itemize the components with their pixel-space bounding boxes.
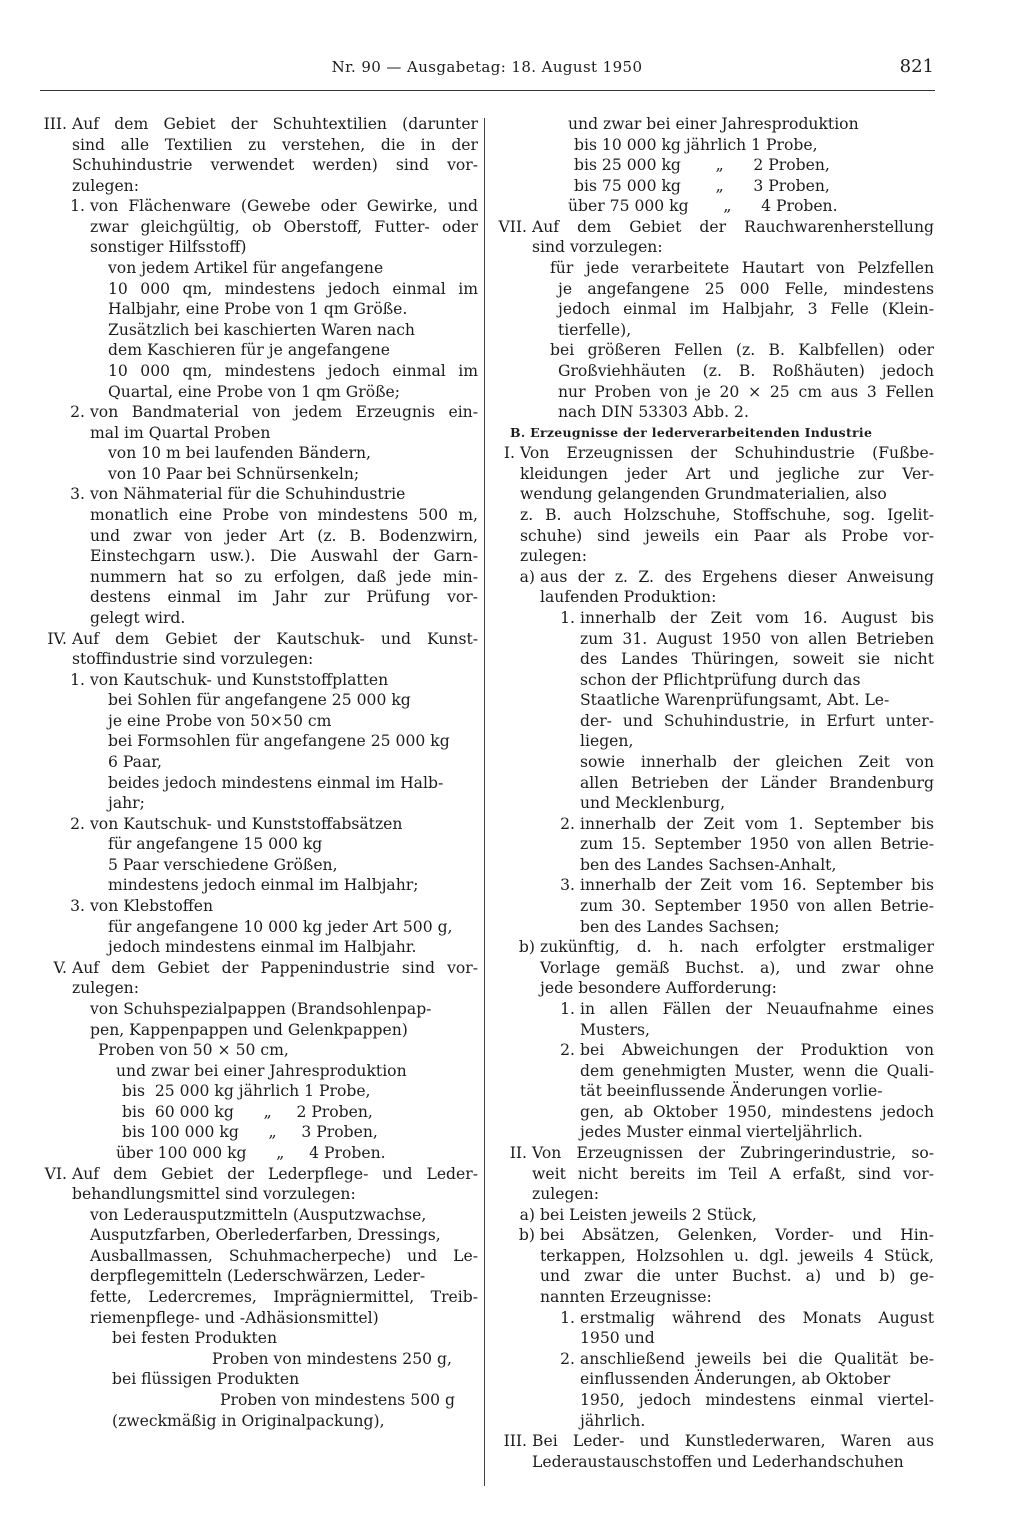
- item-number: V.: [53, 958, 67, 977]
- line-text: von Schuhspezialpappen (Brandsohlenpap-: [90, 999, 432, 1018]
- text-line: [558, 402, 934, 422]
- text-line: [568, 114, 934, 134]
- text-line: [90, 1287, 478, 1307]
- text-line: [122, 1102, 478, 1122]
- item-number: 1.: [560, 1308, 575, 1327]
- line-text: zulegen:: [532, 1185, 599, 1204]
- text-line: [518, 1225, 934, 1245]
- text-line: [43, 114, 478, 134]
- text-line: [560, 814, 934, 834]
- line-text: zwar gleichgültig, ob Oberstoff, Futter- oder: [90, 217, 478, 236]
- line-text: 10 000 qm, mindestens jedoch einmal im: [108, 361, 478, 380]
- text-line: [90, 1205, 478, 1225]
- text-line: [72, 135, 478, 155]
- text-line: [90, 505, 478, 525]
- line-text: sind vorzulegen:: [532, 238, 663, 257]
- line-text: bis 60 000 kg „ 2 Proben,: [122, 1102, 373, 1121]
- line-text: bei flüssigen Produkten: [112, 1370, 300, 1389]
- line-text: über 75 000 kg „ 4 Proben.: [568, 197, 838, 216]
- text-line: [520, 526, 934, 546]
- text-line: [212, 1349, 478, 1369]
- line-text: Auf dem Gebiet der Pappenindustrie sind vor-: [72, 958, 478, 977]
- text-line: [108, 937, 478, 957]
- text-line: [108, 361, 478, 381]
- item-number: 2.: [70, 403, 85, 422]
- line-text: dem genehmigten Muster, wenn die Quali-: [580, 1061, 934, 1080]
- line-text: jedoch einmal im Halbjahr, 3 Felle (Klein-: [558, 300, 934, 319]
- line-text: Zusätzlich bei kaschierten Waren nach: [108, 320, 415, 339]
- line-text: bei größeren Fellen (z. B. Kalbfellen) oder: [550, 341, 934, 360]
- line-text: Musters,: [580, 1020, 650, 1039]
- line-text: je angefangene 25 000 Felle, mindestens: [558, 279, 934, 298]
- section-heading: [510, 423, 934, 443]
- text-line: [498, 217, 934, 237]
- line-text: Schuhindustrie verwendet werden) sind vor-: [72, 156, 478, 175]
- line-text: pen, Kappenpappen und Gelenkpappen): [90, 1020, 408, 1039]
- text-line: [580, 649, 934, 669]
- text-line: [90, 1246, 478, 1266]
- line-text: schon der Pflichtprüfung durch das: [580, 670, 861, 689]
- header-rule: [40, 90, 935, 91]
- line-text: für angefangene 15 000 kg: [108, 835, 323, 854]
- line-text: beides jedoch mindestens einmal im Halb-: [108, 773, 444, 792]
- text-line: [503, 1431, 934, 1451]
- text-line: [580, 1411, 934, 1431]
- text-line: [108, 690, 478, 710]
- item-number: 3.: [70, 897, 85, 916]
- line-text: behandlungsmittel sind vorzulegen:: [72, 1185, 356, 1204]
- text-line: [53, 958, 478, 978]
- text-line: [90, 217, 478, 237]
- line-text: von Lederausputzmitteln (Ausputzwachse,: [90, 1205, 427, 1224]
- text-line: [580, 752, 934, 772]
- text-line: [90, 567, 478, 587]
- line-text: Lederaustauschstoffen und Lederhandschuhen: [532, 1452, 904, 1471]
- text-line: [580, 670, 934, 690]
- line-text: gen, ab Oktober 1950, mindestens jedoch: [580, 1102, 934, 1121]
- line-text: und zwar von jeder Art (z. B. Bodenzwirn,: [90, 526, 478, 545]
- line-text: einflussenden Änderungen, ab Oktober: [580, 1370, 891, 1389]
- text-line: [108, 279, 478, 299]
- text-line: [560, 1040, 934, 1060]
- text-line: [580, 1020, 934, 1040]
- text-line: [550, 340, 934, 360]
- line-text: von Flächenware (Gewebe oder Gewirke, und: [90, 197, 478, 216]
- line-text: zulegen:: [72, 979, 139, 998]
- item-number: 1.: [560, 608, 575, 627]
- text-line: [108, 464, 478, 484]
- line-text: 6 Paar,: [108, 752, 162, 771]
- text-line: [108, 875, 478, 895]
- line-text: des Landes Thüringen, soweit sie nicht: [580, 650, 934, 669]
- line-text: allen Betrieben der Länder Brandenburg: [580, 773, 934, 792]
- text-line: [108, 340, 478, 360]
- text-line: [558, 279, 934, 299]
- line-text: von Kautschuk- und Kunststoffabsätzen: [90, 814, 403, 833]
- item-number: 1.: [70, 197, 85, 216]
- text-line: [47, 629, 478, 649]
- text-line: [108, 773, 478, 793]
- text-line: [70, 484, 478, 504]
- line-text: sind alle Textilien zu verstehen, die in der: [72, 135, 478, 154]
- text-line: [519, 567, 934, 587]
- line-text: 5 Paar verschiedene Größen,: [108, 855, 338, 874]
- line-text: zulegen:: [520, 547, 587, 566]
- text-line: [122, 1122, 478, 1142]
- text-line: [90, 1020, 478, 1040]
- line-text: 1950, jedoch mindestens einmal viertel-: [580, 1390, 934, 1409]
- line-text: Vorlage gemäß Buchst. a), und zwar ohne: [540, 958, 934, 977]
- text-line: [70, 196, 478, 216]
- text-line: [520, 505, 934, 525]
- item-number: I.: [503, 444, 515, 463]
- item-number: b): [518, 938, 535, 957]
- line-text: ben des Landes Sachsen-Anhalt,: [580, 855, 837, 874]
- line-text: nummern hat so zu erfolgen, daß jede min-: [90, 567, 478, 586]
- line-text: von Bandmaterial von jedem Erzeugnis ein-: [90, 403, 478, 422]
- line-text: tät beeinflussende Änderungen vorlie-: [580, 1082, 883, 1101]
- text-line: [532, 1452, 934, 1472]
- line-text: erstmalig während des Monats August: [580, 1308, 934, 1327]
- text-line: [580, 834, 934, 854]
- line-text: Auf dem Gebiet der Lederpflege- und Leder-: [72, 1164, 478, 1183]
- text-line: [108, 711, 478, 731]
- line-text: bei Leisten jeweils 2 Stück,: [540, 1205, 757, 1224]
- line-text: Auf dem Gebiet der Rauchwarenherstellung: [532, 217, 934, 236]
- text-line: [580, 1122, 934, 1142]
- text-line: [580, 773, 934, 793]
- text-line: [108, 258, 478, 278]
- line-text: Auf dem Gebiet der Kautschuk- und Kunst-: [72, 629, 478, 648]
- line-text: jährlich.: [580, 1411, 646, 1430]
- text-line: [90, 1225, 478, 1245]
- text-line: [108, 382, 478, 402]
- item-number: 2.: [560, 1349, 575, 1368]
- line-text: sonstiger Hilfsstoff): [90, 238, 247, 257]
- line-text: Proben von mindestens 500 g: [220, 1390, 455, 1409]
- text-line: [560, 999, 934, 1019]
- text-line: [540, 958, 934, 978]
- line-text: in allen Fällen der Neuaufnahme eines: [580, 999, 934, 1018]
- line-text: z. B. auch Holzschuhe, Stoffschuhe, sog. Igelit-: [520, 506, 934, 525]
- item-number: 2.: [70, 814, 85, 833]
- line-text: der- und Schuhindustrie, in Erfurt unter-: [580, 711, 934, 730]
- line-text: bis 75 000 kg „ 3 Proben,: [574, 176, 830, 195]
- text-line: [72, 649, 478, 669]
- text-line: [70, 814, 478, 834]
- text-line: [520, 464, 934, 484]
- line-text: jede besondere Aufforderung:: [540, 979, 777, 998]
- line-text: bis 10 000 kg jährlich 1 Probe,: [574, 135, 818, 154]
- line-text: innerhalb der Zeit vom 1. September bis: [580, 814, 934, 833]
- line-text: riemenpflege- und -Adhäsionsmittel): [90, 1308, 379, 1327]
- line-text: sowie innerhalb der gleichen Zeit von: [580, 752, 934, 771]
- line-text: gelegt wird.: [90, 608, 186, 627]
- text-line: [503, 443, 934, 463]
- item-number: VI.: [44, 1164, 67, 1183]
- text-line: [108, 443, 478, 463]
- text-line: [90, 1266, 478, 1286]
- text-line: [580, 711, 934, 731]
- text-line: [108, 320, 478, 340]
- item-number: 3.: [560, 876, 575, 895]
- text-line: [560, 1308, 934, 1328]
- line-text: stoffindustrie sind vorzulegen:: [72, 650, 314, 669]
- item-number: a): [519, 1205, 535, 1224]
- text-line: [108, 299, 478, 319]
- page-number: 821: [899, 56, 934, 77]
- text-line: [574, 135, 934, 155]
- text-line: [580, 731, 934, 751]
- line-text: Großviehhäuten (z. B. Roßhäuten) jedoch: [558, 361, 934, 380]
- text-line: [90, 1308, 478, 1328]
- text-line: [108, 793, 478, 813]
- text-line: [518, 937, 934, 957]
- text-line: [558, 299, 934, 319]
- line-text: und Mecklenburg,: [580, 794, 726, 813]
- text-line: [580, 917, 934, 937]
- text-line: [108, 834, 478, 854]
- text-line: [540, 978, 934, 998]
- text-line: [72, 155, 478, 175]
- text-line: [90, 423, 478, 443]
- line-text: und zwar die unter Buchst. a) und b) ge-: [540, 1267, 934, 1286]
- text-line: [220, 1390, 478, 1410]
- line-text: Ausputzfarben, Oberlederfarben, Dressings,: [90, 1226, 441, 1245]
- text-line: [560, 875, 934, 895]
- text-line: [98, 1040, 478, 1060]
- line-text: Quartal, eine Probe von 1 qm Größe;: [108, 382, 400, 401]
- line-text: nur Proben von je 20 × 25 cm aus 3 Fellen: [558, 382, 934, 401]
- item-number: 3.: [70, 485, 85, 504]
- text-line: [580, 896, 934, 916]
- line-text: Von Erzeugnissen der Schuhindustrie (Fußbe-: [520, 444, 934, 463]
- line-text: bei Formsohlen für angefangene 25 000 kg: [108, 732, 450, 751]
- line-text: ben des Landes Sachsen;: [580, 917, 780, 936]
- text-line: [560, 608, 934, 628]
- line-text: terkappen, Holzsohlen u. dgl. jeweils 4 Stück,: [540, 1246, 934, 1265]
- line-text: nannten Erzeugnisse:: [540, 1288, 712, 1307]
- line-text: und zwar bei einer Jahresproduktion: [568, 115, 859, 133]
- text-line: [72, 978, 478, 998]
- line-text: zum 30. September 1950 von allen Betrie-: [580, 897, 934, 916]
- text-line: [90, 526, 478, 546]
- line-text: für jede verarbeitete Hautart von Pelzfellen: [550, 259, 934, 278]
- text-line: [70, 670, 478, 690]
- header-title: Nr. 90 — Ausgabetag: 18. August 1950: [331, 58, 643, 76]
- text-line: [540, 1287, 934, 1307]
- line-text: Proben von mindestens 250 g,: [212, 1349, 452, 1368]
- text-line: [108, 917, 478, 937]
- text-line: [580, 1081, 934, 1101]
- text-line: [580, 629, 934, 649]
- line-text: mindestens jedoch einmal im Halbjahr;: [108, 876, 419, 895]
- line-text: von Klebstoffen: [90, 897, 214, 916]
- line-text: 1950 und: [580, 1329, 655, 1348]
- item-number: IV.: [47, 629, 67, 648]
- text-line: [90, 999, 478, 1019]
- text-line: [550, 258, 934, 278]
- text-line: [108, 752, 478, 772]
- line-text: schuhe) sind jeweils ein Paar als Probe vor-: [520, 526, 934, 545]
- text-line: [72, 176, 478, 196]
- page-header: [40, 58, 934, 82]
- text-line: [90, 237, 478, 257]
- line-text: von jedem Artikel für angefangene: [108, 259, 384, 278]
- line-text: fette, Ledercremes, Imprägniermittel, Treib-: [90, 1288, 478, 1307]
- text-line: [72, 1184, 478, 1204]
- item-number: II.: [509, 1144, 527, 1162]
- line-text: von 10 Paar bei Schnürsenkeln;: [108, 464, 360, 483]
- line-text: monatlich eine Probe von mindestens 500 m,: [90, 506, 478, 525]
- line-text: von Kautschuk- und Kunststoffplatten: [90, 670, 389, 689]
- line-text: jahr;: [108, 794, 145, 813]
- line-text: für angefangene 10 000 kg jeder Art 500 g,: [108, 917, 453, 936]
- line-text: Ausballmassen, Schuhmacherpeche) und Le-: [90, 1246, 478, 1265]
- line-text: zukünftig, d. h. nach erfolgter erstmaliger: [540, 938, 934, 957]
- line-text: dem Kaschieren für je angefangene: [108, 341, 390, 360]
- text-line: [70, 402, 478, 422]
- line-text: laufenden Produktion:: [540, 588, 717, 607]
- line-text: zulegen:: [72, 176, 139, 195]
- text-line: [580, 1328, 934, 1348]
- line-text: bis 100 000 kg „ 3 Proben,: [122, 1123, 378, 1142]
- text-line: [580, 1369, 934, 1389]
- line-text: bei Sohlen für angefangene 25 000 kg: [108, 691, 411, 710]
- line-text: innerhalb der Zeit vom 16. August bis: [580, 608, 934, 627]
- line-text: zum 15. September 1950 von allen Betrie-: [580, 835, 934, 854]
- line-text: bei Absätzen, Gelenken, Vorder- und Hin-: [540, 1226, 934, 1245]
- line-text: über 100 000 kg „ 4 Proben.: [116, 1144, 386, 1162]
- text-line: [122, 1081, 478, 1101]
- line-text: und zwar bei einer Jahresproduktion: [116, 1061, 407, 1080]
- text-line: [558, 320, 934, 340]
- line-text: bei festen Produkten: [112, 1329, 277, 1348]
- text-line: [580, 793, 934, 813]
- line-text: bis 25 000 kg jährlich 1 Probe,: [122, 1082, 371, 1101]
- line-text: B. Erzeugnisse der lederverarbeitenden Industrie: [510, 424, 873, 440]
- text-line: [540, 587, 934, 607]
- text-line: [112, 1411, 478, 1431]
- line-text: Staatliche Warenprüfungsamt, Abt. Le-: [580, 691, 890, 710]
- line-text: mal im Quartal Proben: [90, 423, 271, 442]
- line-text: zum 31. August 1950 von allen Betrieben: [580, 629, 934, 648]
- item-number: a): [519, 567, 535, 586]
- text-line: [520, 546, 934, 566]
- text-line: [532, 1164, 934, 1184]
- text-line: [540, 1246, 934, 1266]
- line-text: Proben von 50 × 50 cm,: [98, 1041, 289, 1060]
- text-line: [532, 237, 934, 257]
- line-text: jedoch mindestens einmal im Halbjahr.: [108, 938, 417, 957]
- line-text: Auf dem Gebiet der Schuhtextilien (darunter: [72, 115, 478, 133]
- line-text: aus der z. Z. des Ergehens dieser Anweisung: [540, 567, 934, 586]
- line-text: je eine Probe von 50×50 cm: [108, 711, 332, 730]
- text-line: [108, 855, 478, 875]
- text-line: [558, 382, 934, 402]
- text-line: [558, 361, 934, 381]
- item-number: III.: [503, 1432, 527, 1451]
- item-number: VII.: [498, 217, 527, 236]
- text-line: [90, 546, 478, 566]
- text-line: [44, 1164, 478, 1184]
- line-text: Halbjahr, eine Probe von 1 qm Größe.: [108, 300, 408, 319]
- text-line: [70, 896, 478, 916]
- text-line: [580, 1061, 934, 1081]
- line-text: nach DIN 53303 Abb. 2.: [558, 403, 749, 422]
- line-text: kleidungen jeder Art und jegliche zur Ver-: [520, 464, 934, 483]
- text-line: [574, 176, 934, 196]
- item-number: 2.: [560, 1041, 575, 1060]
- column-divider: [484, 118, 485, 1486]
- item-number: 1.: [70, 670, 85, 689]
- text-line: [580, 1102, 934, 1122]
- line-text: von Nähmaterial für die Schuhindustrie: [90, 485, 406, 504]
- item-number: 1.: [560, 999, 575, 1018]
- item-number: 2.: [560, 814, 575, 833]
- text-line: [112, 1369, 478, 1389]
- text-line: [560, 1349, 934, 1369]
- line-text: wendung gelangenden Grundmaterialien, also: [520, 485, 887, 504]
- text-line: [520, 484, 934, 504]
- text-line: [532, 1184, 934, 1204]
- line-text: Bei Leder- und Kunstlederwaren, Waren aus: [532, 1432, 934, 1451]
- line-text: destens einmal im Jahr zur Prüfung vor-: [90, 588, 478, 607]
- text-line: [519, 1205, 934, 1225]
- line-text: derpflegemitteln (Lederschwärzen, Leder-: [90, 1267, 426, 1286]
- line-text: jedes Muster einmal vierteljährlich.: [580, 1123, 863, 1142]
- text-line: [580, 855, 934, 875]
- text-line: [580, 1390, 934, 1410]
- item-number: III.: [43, 115, 67, 133]
- line-text: (zweckmäßig in Originalpackung),: [112, 1411, 385, 1430]
- text-line: [112, 1328, 478, 1348]
- text-line: [90, 608, 478, 628]
- line-text: bis 25 000 kg „ 2 Proben,: [574, 156, 830, 175]
- text-line: [574, 155, 934, 175]
- line-text: von 10 m bei laufenden Bändern,: [108, 444, 371, 463]
- line-text: anschließend jeweils bei die Qualität be-: [580, 1349, 934, 1368]
- text-line: [540, 1266, 934, 1286]
- text-line: [116, 1143, 478, 1163]
- text-line: [90, 587, 478, 607]
- item-number: b): [518, 1226, 535, 1245]
- text-line: [568, 196, 934, 216]
- line-text: Von Erzeugnissen der Zubringerindustrie, so-: [532, 1144, 934, 1162]
- line-text: weit nicht bereits im Teil A erfaßt, sind vor-: [532, 1164, 934, 1183]
- text-line: [509, 1143, 934, 1163]
- line-text: tierfelle),: [558, 320, 632, 339]
- line-text: liegen,: [580, 732, 634, 751]
- line-text: 10 000 qm, mindestens jedoch einmal im: [108, 279, 478, 298]
- text-line: [108, 731, 478, 751]
- line-text: innerhalb der Zeit vom 16. September bis: [580, 876, 934, 895]
- line-text: Einstechgarn usw.). Die Auswahl der Garn-: [90, 547, 478, 566]
- text-line: [580, 690, 934, 710]
- line-text: bei Abweichungen der Produktion von: [580, 1041, 934, 1060]
- text-line: [116, 1061, 478, 1081]
